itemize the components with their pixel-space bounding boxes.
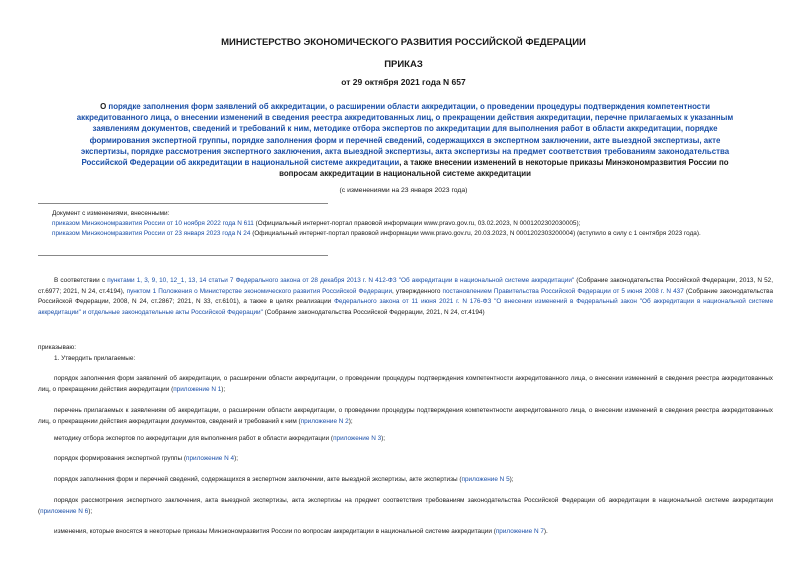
- amendment-link[interactable]: приказом Минэкономразвития России от 10 ноября 2022 года N 611: [52, 220, 254, 227]
- regulation-link[interactable]: пунктом 1 Положения о Министерстве экономического развития Российской Федерации: [126, 287, 393, 295]
- amendments-label: Документ с изменениями, внесенными:: [52, 210, 170, 217]
- amendment-item: приказом Минэкономразвития России от 10 ноября 2022 года N 611 (Официальный интернет-портал правовой информации www.pravo.gov.ru, 03.02.2023, N 0001202302030005);: [52, 220, 581, 227]
- appendix-link[interactable]: приложение N 6: [40, 507, 89, 515]
- amendments-list: [38, 219, 773, 239]
- federal-law-link[interactable]: Федерального закона от 11 июня 2021 г. N 176-ФЗ "О внесении изменений в Федеральный закон "Об аккредитации в национальной системе аккредитации" и отдельные законодательные акты Российской Федерации": [38, 298, 774, 316]
- amendment-link[interactable]: приказом Минэкономразвития России от 23 января 2023 года N 24: [52, 230, 251, 237]
- appendix-link[interactable]: приложение N 4: [186, 455, 235, 462]
- appendix-link[interactable]: приложение N 5: [461, 476, 510, 483]
- list-item: изменения, которые вносятся в некоторые приказы Минэкономразвития России по вопросам аккредитации в национальной системе аккредитации (приложение N 7).: [54, 528, 548, 535]
- appendix-link[interactable]: приложение N 2: [300, 417, 349, 425]
- list-item: перечень прилагаемых к заявлениям об аккредитации, о расширении области аккредитации, о проведении процедуры подтверждения компетентности аккредитованного лица, о внесении изменений в сведения реестра аккредитованных лиц, о прекращении действия аккредитации документов, сведений и требований к ним (приложение N 2);: [38, 407, 773, 425]
- appendix-link[interactable]: приложение N 7: [495, 528, 544, 535]
- list-item: порядок заполнения форм заявлений об аккредитации, о расширении области аккредитации, о проведении процедуры подтверждения компетентности аккредитованного лица, о внесении изменений в сведения реестра аккредитованных лиц, о прекращении действия аккредитации (приложение N 1);: [38, 375, 773, 393]
- divider-bottom: [38, 255, 328, 256]
- order-title: [70, 101, 740, 179]
- list-item: порядок заполнения форм и перечней сведений, содержащихся в экспертном заключении, акте выездной экспертизы, акте экспертизы (приложение N 5);: [54, 476, 514, 483]
- resolution-link[interactable]: постановлением Правительства Российской Федерации от 5 июня 2008 г. N 437: [442, 287, 684, 295]
- appendix-link[interactable]: приложение N 1: [173, 385, 222, 393]
- amendment-item: приказом Минэкономразвития России от 23 января 2023 года N 24 (Официальный интернет-портал правовой информации www.pravo.gov.ru, 20.03.2023, N 0001202303200004) (вступило в силу с 1 сентября 2023 года).: [52, 230, 701, 237]
- list-item: методику отбора экспертов по аккредитации для выполнения работ в области аккредитации (приложение N 3);: [54, 435, 386, 442]
- title-suffix: , а также внесении изменений в некоторые приказы Минэкономразвития России по вопросам аккредитации в национальной системе аккредитации: [279, 158, 729, 179]
- preamble: В соответствии с пунктами 1, 3, 9, 10, 12_1, 13, 14 статьи 7 Федерального закона от 28 декабря 2013 г. N 412-ФЗ "Об аккредитации в национальной системе аккредитации" (Собрание законодательства Российской Федерации, 2013, N 52, ст.6977; 2021, N 24, ст.4194), пунктом 1 Положения о Министерстве экономического развития Российской Федерации, утвержденного постановлением Правительства Российской Федерации от 5 июня 2008 г. N 437 (Собрание законодательства Российской Федерации, 2008, N 24, ст.2867; 2021, N 33, ст.6101), а также в целях реализации Федерального закона от 11 июня 2021 г. N 176-ФЗ "О внесении изменений в Федеральный закон "Об аккредитации в национальной системе аккредитации" и отдельные законодательные акты Российской Федерации" (Собрание законодательства Российской Федерации, 2021, N 24, ст.4194): [38, 277, 774, 316]
- ministry-heading: МИНИСТЕРСТВО ЭКОНОМИЧЕСКОГО РАЗВИТИЯ РОССИЙСКОЙ ФЕДЕРАЦИИ: [221, 37, 586, 48]
- date-number: от 29 октября 2021 года N 657: [341, 77, 466, 87]
- approve-heading: 1. Утвердить прилагаемые:: [54, 355, 136, 362]
- title-link[interactable]: порядке заполнения форм заявлений об аккредитации, о расширении области аккредитации, о проведении процедуры подтверждения компетентности аккредитованного лица, о внесении изменений в сведения реестра аккредитованных лиц, о прекращении действия аккредитации, перечне прилагаемых к указанным заявлениям документов, сведений и требований к ним, методике отбора экспертов по аккредитации для выполнения работ в области аккредитации, порядке формирования экспертной группы, порядке заполнения форм и перечней сведений, содержащихся в экспертном заключении, акте выездной экспертизы, акте экспертизы, порядке рассмотрения экспертного заключения, акта выездной экспертизы, акта экспертизы на предмет соответствия требованиям законодательства Российской Федерации об аккредитации в национальной системе аккредитации: [76, 102, 734, 168]
- edit-note: (с изменениями на 23 января 2023 года): [339, 187, 468, 194]
- order-word: приказываю:: [38, 344, 76, 351]
- appendix-link[interactable]: приложение N 3: [333, 435, 382, 442]
- doc-type-heading: ПРИКАЗ: [384, 59, 423, 70]
- list-item: порядок формирования экспертной группы (приложение N 4);: [54, 455, 238, 462]
- title-prefix: О: [100, 102, 109, 111]
- law-link[interactable]: пунктами 1, 3, 9, 10, 12_1, 13, 14 статьи 7 Федерального закона от 28 декабря 2013 г. N 412-ФЗ "Об аккредитации в национальной системе аккредитации": [107, 277, 575, 284]
- divider-top: [38, 203, 328, 204]
- list-item: порядок рассмотрения экспертного заключения, акта выездной экспертизы, акта экспертизы на предмет соответствия требованиям законодательства Российской Федерации об аккредитации в национальной системе аккредитации (приложение N 6);: [38, 497, 773, 515]
